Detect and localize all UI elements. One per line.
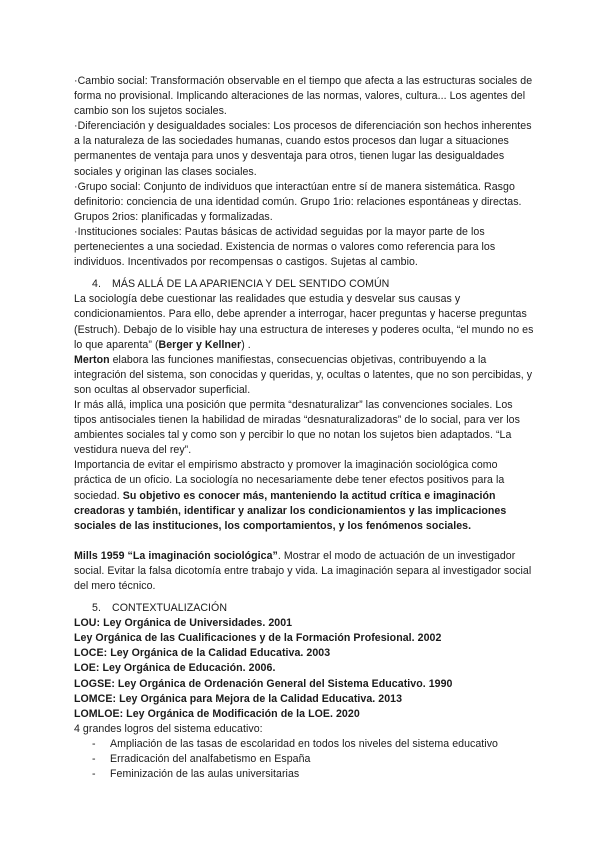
list-item	[92, 752, 534, 767]
achievement-text: Ampliación de las tasas de escolaridad en todos los niveles del sistema educativo	[110, 737, 498, 750]
law-lomce: LOMCE: Ley Orgánica para Mejora de la Calidad Educativa. 2013	[74, 692, 403, 705]
paragraph-sociologia-cuestionar	[74, 292, 534, 352]
section-4-heading	[74, 277, 534, 292]
p4-text: Importancia de evitar el empirismo abstracto y promover la imaginación sociológica como práctica de un oficio. La sociología no necesariamente debe tener efectos positivos para la sociedad.	[74, 459, 505, 502]
section-4-title: MÁS ALLÁ DE LA APARIENCIA Y DEL SENTIDO COMÚN	[112, 278, 390, 291]
paragraph-merton	[74, 353, 534, 398]
p1-end: ) .	[241, 338, 251, 351]
section-4-number: 4.	[92, 278, 101, 291]
achievement-text: Erradicación del analfabetismo en España	[110, 753, 311, 766]
paragraph-diferenciacion: ·Diferenciación y desigualdades sociales: Los procesos de diferenciación son hechos inherentes a la naturaleza de las sociedades humanas, cuando estos procesos dan lugar a situaciones permanentes de ventaja para unos y desventaja para otros, tienen lugar las desigualdades sociales y originan las clases sociales.	[74, 120, 532, 178]
p2-author: Merton	[74, 353, 110, 366]
achievement-text: Feminización de las aulas universitarias	[110, 768, 300, 781]
paragraph-ir-mas-alla: Ir más allá, implica una posición que permita “desnaturalizar” las convenciones sociales. Los tipos antisociales tienen la habilidad de miradas “desnaturalizadoras” de lo social, para ver los ambientes sociales tal y como son y percibir lo que no notan los sujetos bien adaptados. “La vestidura nueva del rey”.	[74, 398, 520, 457]
law-lomloe: LOMLOE: Ley Orgánica de Modificación de la LOE. 2020	[74, 707, 360, 720]
law-loe: LOE: Ley Orgánica de Educación. 2006.	[74, 662, 276, 675]
p5-text: . Mostrar el modo de actuación de un investigador social. Evitar la falsa dicotomía entre trabajo y vida. La imaginación separa al investigador social del mero técnico.	[74, 549, 532, 592]
paragraph-importancia	[74, 458, 534, 533]
dash-bullet: -	[92, 737, 96, 750]
paragraph-grupo-social: ·Grupo social: Conjunto de individuos que interactúan entre sí de manera sistemática. Rasgo definitorio: conciencia de una identidad común. Grupo 1rio: relaciones espontáneas y directas. Grupos 2rios: planificadas y formalizadas.	[74, 180, 522, 223]
paragraph-mills	[74, 549, 534, 594]
section-5-heading	[74, 601, 534, 616]
achievements-intro: 4 grandes logros del sistema educativo:	[74, 722, 263, 735]
paragraph-cambio-social: ·Cambio social: Transformación observable en el tiempo que afecta a las estructuras sociales de forma no provisional. Implicando alteraciones de las normas, valores, cultura... Los agentes del cambio son los sujetos sociales.	[74, 75, 533, 118]
law-lou: LOU: Ley Orgánica de Universidades. 2001	[74, 617, 293, 630]
law-logse: LOGSE: Ley Orgánica de Ordenación General del Sistema Educativo. 1990	[74, 677, 453, 690]
law-loce: LOCE: Ley Orgánica de la Calidad Educativa. 2003	[74, 647, 331, 660]
paragraph-instituciones: ·Instituciones sociales: Pautas básicas de actividad seguidas por la mayor parte de los pertenecientes a una sociedad. Existencia de normas o valores como referencia para los individuos. Incentivados por recompensas o castigos. Sujetas al cambio.	[74, 225, 496, 269]
section-5-title: CONTEXTUALIZACIÓN	[112, 602, 228, 615]
list-item	[92, 737, 534, 752]
document-page	[74, 74, 534, 782]
p4-objective: Su objetivo es conocer más, manteniendo la actitud crítica e imaginación creadoras y también, identificar y analizar los condicionamientos y las implicaciones sociales de las instituciones, los comportamientos, y los fenómenos sociales.	[74, 489, 507, 532]
dash-bullet: -	[92, 768, 96, 781]
dash-bullet: -	[92, 753, 96, 766]
achievements-list	[74, 737, 534, 782]
law-cualificaciones: Ley Orgánica de las Cualificaciones y de la Formación Profesional. 2002	[74, 632, 442, 645]
p2-text: elabora las funciones manifiestas, consecuencias objetivas, contribuyendo a la integración del sistema, son conocidas y queridas, y, ocultas o latentes, que no son percibidas, y son ocultas al observador superficial.	[74, 353, 533, 396]
list-item	[92, 767, 534, 782]
p5-reference: Mills 1959 “La imaginación sociológica”	[74, 549, 278, 562]
p1-authors: Berger y Kellner	[158, 338, 242, 351]
section-5-number: 5.	[92, 602, 101, 615]
p1-text: La sociología debe cuestionar las realidades que estudia y desvelar sus causas y condicionamientos. Para ello, debe aprender a interrogar, hacer preguntas y hacerse preguntas (Estruch). Debajo de lo visible hay una estructura de intereses y poderes oculta, “el mundo no es lo que aparenta” (	[74, 293, 534, 351]
